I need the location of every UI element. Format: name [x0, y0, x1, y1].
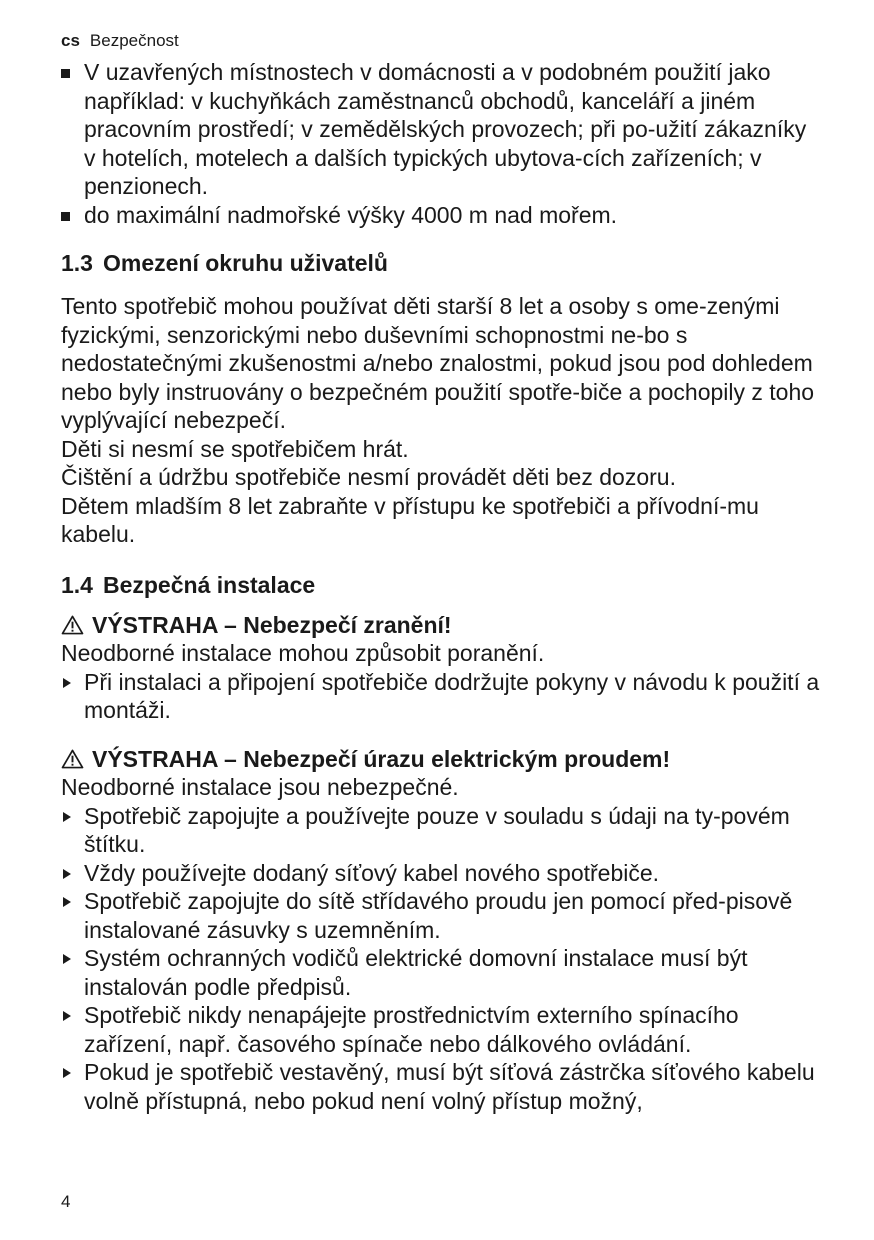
triangle-bullet-icon [63, 812, 71, 822]
section-number: 1.4 [61, 571, 93, 598]
triangle-bullet-icon [63, 869, 71, 879]
list-item: Systém ochranných vodičů elektrické domovní instalace musí být instalován podle předpisů. [61, 944, 821, 1001]
warning-text: Neodborné instalace mohou způsobit poranění. [61, 640, 545, 666]
warning-injury-list [61, 668, 821, 725]
warning-injury-title [61, 611, 821, 640]
triangle-bullet-icon [63, 954, 71, 964]
page-header [61, 28, 821, 54]
section-heading-1-4 [61, 571, 821, 599]
warning-title-text: VÝSTRAHA – Nebezpečí úrazu elektrickým proudem! [92, 745, 671, 772]
children-play-note: Děti si nesmí se spotřebičem hrát. [61, 435, 409, 462]
usage-bullet-list [61, 58, 821, 229]
list-item: do maximální nadmořské výšky 4000 m nad mořem. [61, 201, 821, 230]
list-item: V uzavřených místnostech v domácnosti a v podobném použití jako například: v kuchyňkách zaměstnanců obchodů, kanceláří a jiném pracovním prostředí; v zemědělských provozech; při po-užití zákazníky v hotelích, motelech a dalších typických ubytova-cích zařízeních; v penzionech. [61, 58, 821, 201]
list-item: Vždy používejte dodaný síťový kabel nového spotřebiče. [61, 859, 821, 888]
page [61, 28, 821, 1115]
list-item: Při instalaci a připojení spotřebiče dodržujte pokyny v návodu k použití a montáži. [61, 668, 821, 725]
section-name: Bezpečnost [89, 31, 179, 50]
cleaning-note: Čištění a údržbu spotřebiče nesmí provádět děti bez dozoru. [61, 464, 676, 490]
triangle-bullet-icon [63, 678, 71, 688]
triangle-bullet-icon [63, 1011, 71, 1021]
list-item: Spotřebič zapojujte a používejte pouze v souladu s údaji na ty-povém štítku. [61, 802, 821, 859]
section-title: Bezpečná instalace [102, 571, 316, 598]
section-number: 1.3 [61, 250, 93, 276]
warning-triangle-icon [61, 615, 84, 635]
warning-title-text: VÝSTRAHA – Nebezpečí zranění! [92, 611, 452, 638]
warning-electric-list [61, 802, 821, 1116]
warning-electric-title [61, 745, 821, 774]
list-item: Pokud je spotřebič vestavěný, musí být síťová zástrčka síťového kabelu volně přístupná, nebo pokud není volný přístup možný, [61, 1058, 821, 1115]
language-code: cs [61, 31, 80, 50]
page-number: 4 [61, 1192, 71, 1211]
warning-triangle-icon [61, 749, 84, 769]
triangle-bullet-icon [63, 897, 71, 907]
warning-text: Neodborné instalace jsou nebezpečné. [61, 774, 459, 800]
list-item: Spotřebič zapojujte do sítě střídavého proudu jen pomocí před-pisově instalované zásuvky s uzemněním. [61, 887, 821, 944]
triangle-bullet-icon [63, 1068, 71, 1078]
section-heading-1-3 [61, 249, 821, 277]
user-restriction-paragraph: Tento spotřebič mohou používat děti starší 8 let a osoby s ome-zenými fyzickými, senzorickými nebo duševními schopnostmi ne-bo s nedostatečnými zkušenostmi a/nebo znalostmi, pokud jsou pod dohledem nebo byly instruovány o bezpečném použití spotře-biče a pochopily z toho vyplývající nebezpečí. [61, 293, 815, 433]
access-note: Dětem mladším 8 let zabraňte v přístupu ke spotřebiči a přívodní-mu kabelu. [61, 492, 759, 547]
list-item: Spotřebič nikdy nenapájejte prostřednictvím externího spínacího zařízení, např. časového spínače nebo dálkového ovládání. [61, 1001, 821, 1058]
section-title: Omezení okruhu uživatelů [102, 250, 388, 276]
